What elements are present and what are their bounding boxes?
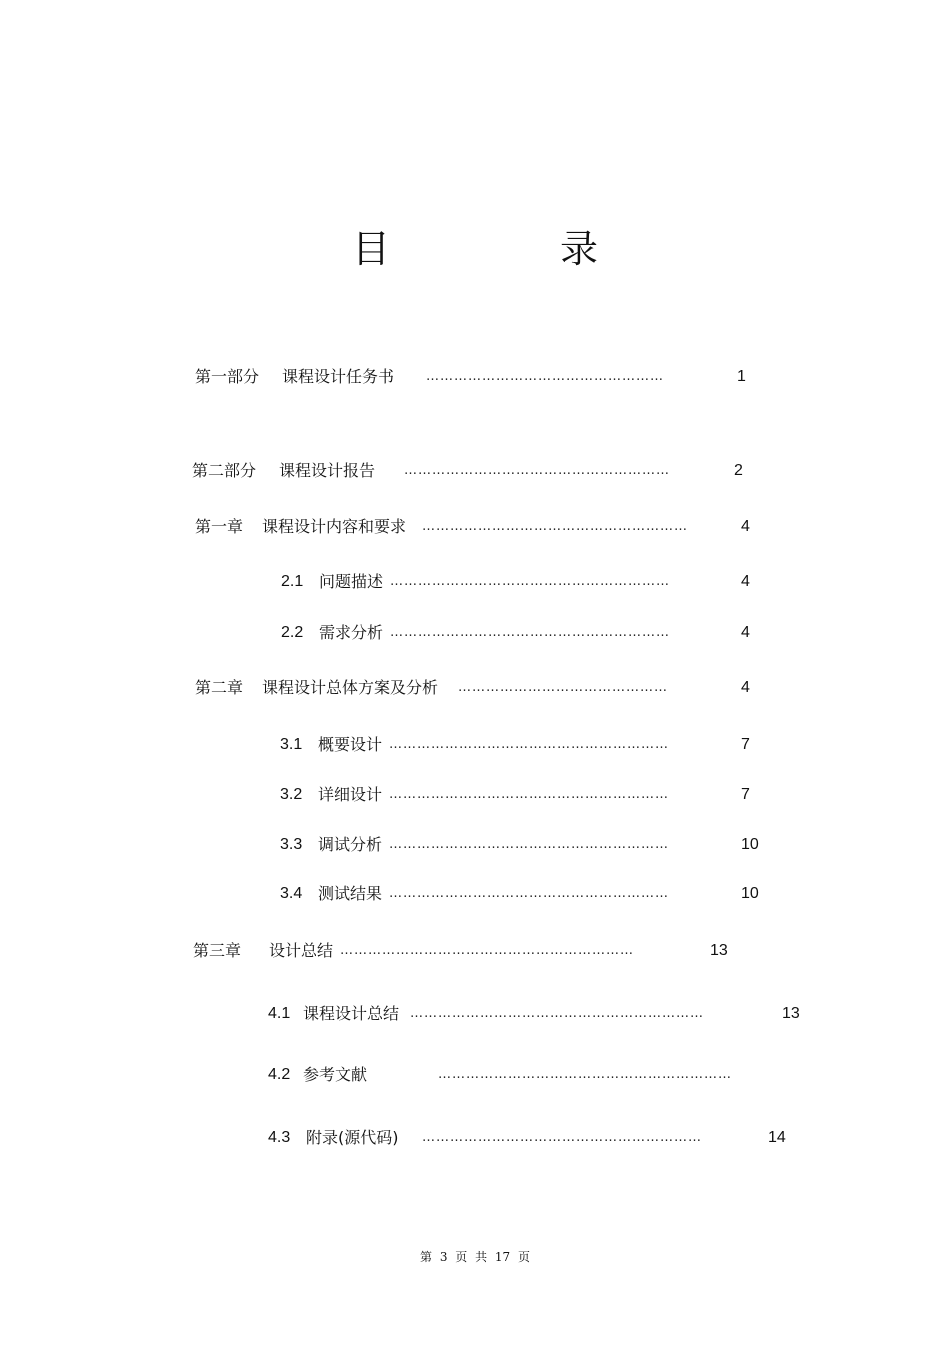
toc-entry-prefix: 3.2: [280, 786, 303, 803]
toc-entry-label: 概要设计: [318, 735, 383, 754]
toc-entry: [0, 621, 950, 645]
toc-entry-page: 1: [737, 368, 746, 385]
toc-entry-page: 10: [741, 885, 759, 902]
toc-entry-prefix: 第二部分: [192, 461, 257, 480]
toc-entry-label: 附录(源代码): [306, 1128, 399, 1147]
toc-entry-prefix: 3.1: [280, 736, 303, 753]
toc-entry-page: 13: [782, 1005, 800, 1022]
toc-entry-dots: ……………………………………………………: [422, 1130, 702, 1145]
toc-entry: [0, 733, 950, 757]
toc-entry-prefix: 4.1: [268, 1005, 291, 1022]
toc-entry-label: 课程设计总结: [303, 1004, 400, 1023]
toc-entry-label: 课程设计总体方案及分析: [262, 678, 439, 697]
toc-entry-dots: ………………………………………………………: [438, 1067, 732, 1082]
toc-entry: [0, 783, 950, 807]
toc-entry-label: 测试结果: [318, 884, 383, 903]
toc-entry: [0, 1002, 950, 1026]
toc-entry: [0, 1126, 950, 1150]
toc-entry-dots: ……………………………………………………: [389, 837, 669, 852]
toc-entry-prefix: 4.2: [268, 1066, 291, 1083]
toc-entry-prefix: 4.3: [268, 1129, 291, 1146]
toc-entry-dots: ……………………………………………………: [389, 886, 669, 901]
toc-entry-dots: ……………………………………………………: [389, 787, 669, 802]
toc-entry-dots: …………………………………………………: [404, 463, 670, 478]
toc-entry-page: 13: [710, 942, 728, 959]
toc-entry-label: 设计总结: [269, 941, 334, 960]
toc-entry: [0, 459, 950, 483]
toc-entry-prefix: 3.3: [280, 836, 303, 853]
toc-entry-dots: ………………………………………………………: [340, 943, 634, 958]
toc-entry-page: 14: [768, 1129, 786, 1146]
toc-entry: [0, 833, 950, 857]
toc-entry-page: 4: [741, 573, 750, 590]
toc-title-char-2: 录: [560, 227, 599, 271]
toc-entry-prefix: 第二章: [195, 678, 244, 697]
toc-entry-page: 7: [741, 736, 750, 753]
toc-entry-dots: …………………………………………………: [422, 519, 688, 534]
toc-title-char-1: 目: [352, 227, 391, 271]
toc-entry-page: 10: [741, 836, 759, 853]
toc-entry-prefix: 2.2: [281, 624, 304, 641]
toc-entry: [0, 676, 950, 700]
toc-entry-label: 需求分析: [319, 623, 384, 642]
toc-entry: [0, 1063, 950, 1087]
toc-entry-prefix: 第一章: [195, 517, 244, 536]
toc-entry-page: 4: [741, 518, 750, 535]
toc-entry-label: 课程设计任务书: [282, 367, 395, 386]
toc-entry-dots: ……………………………………………………: [390, 625, 670, 640]
toc-entry-dots: ……………………………………………: [426, 369, 664, 384]
toc-entry-page: 4: [741, 679, 750, 696]
toc-entry-prefix: 第三章: [193, 941, 242, 960]
toc-entry-dots: ………………………………………: [458, 680, 668, 695]
toc-entry-label: 参考文献: [303, 1065, 368, 1084]
page-footer: 第 3 页 共 17 页: [420, 1250, 530, 1264]
toc-entry-prefix: 2.1: [281, 573, 304, 590]
toc-entry-page: 2: [734, 462, 743, 479]
toc-entry-prefix: 第一部分: [195, 367, 260, 386]
toc-entry-dots: ……………………………………………………: [390, 574, 670, 589]
toc-entry: [0, 882, 950, 906]
toc-entry-label: 详细设计: [318, 785, 383, 804]
toc-entry-label: 问题描述: [319, 572, 384, 591]
toc-entry-page: 7: [741, 786, 750, 803]
toc-entry-page: 4: [741, 624, 750, 641]
toc-entry-label: 调试分析: [318, 835, 383, 854]
toc-entry: [0, 515, 950, 539]
toc-entry: [0, 365, 950, 389]
toc-entry-dots: ………………………………………………………: [410, 1006, 704, 1021]
toc-entry-dots: ……………………………………………………: [389, 737, 669, 752]
toc-entry-label: 课程设计内容和要求: [262, 517, 407, 536]
toc-entry-label: 课程设计报告: [279, 461, 376, 480]
toc-entry: [0, 939, 950, 963]
toc-entry: [0, 570, 950, 594]
toc-entry-prefix: 3.4: [280, 885, 303, 902]
